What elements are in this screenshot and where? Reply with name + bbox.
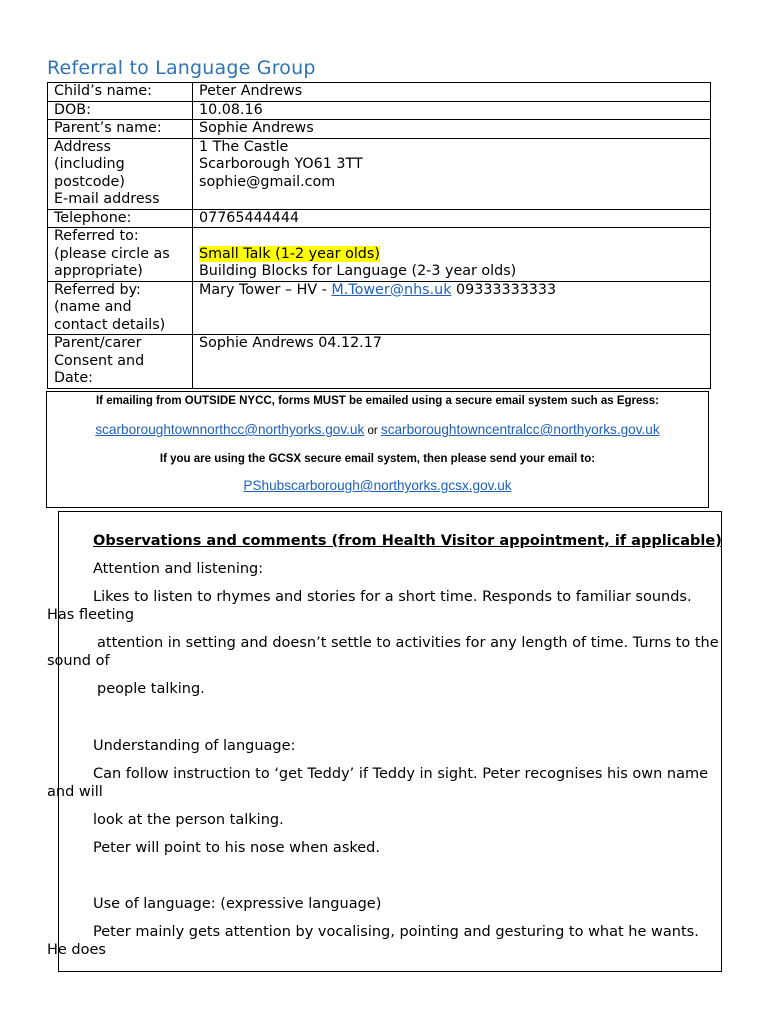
referred-by-label-line: contact details) (54, 316, 166, 333)
parent-name-label: Parent’s name: (48, 120, 193, 139)
address-value (193, 138, 711, 209)
understanding-text: Peter will point to his nose when asked. (93, 840, 380, 856)
table-row (48, 138, 711, 209)
table-row (48, 83, 711, 102)
address-label-line: Address (54, 138, 111, 155)
dob-label: DOB: (48, 101, 193, 120)
consent-label (48, 335, 193, 389)
understanding-heading: Understanding of language: (93, 738, 296, 754)
observations-heading: Observations and comments (from Health Visitor appointment, if applicable) (93, 533, 722, 549)
gcsx-email-link[interactable]: PShubscarborough@northyorks.gcsx.gov.uk (243, 478, 512, 493)
address-label (48, 138, 193, 209)
blank-line (199, 228, 704, 246)
referred-by-label-line: Referred by: (54, 281, 141, 298)
referred-to-label-line: Referred to: (54, 228, 139, 244)
small-talk-highlight: Small Talk (1-2 year olds) (199, 245, 380, 262)
address-label-line: postcode) (54, 173, 125, 190)
referred-to-label (48, 228, 193, 282)
address-label-line: (including (54, 156, 125, 172)
email-value: sophie@gmail.com (199, 173, 336, 190)
table-row (48, 120, 711, 139)
central-cc-email-link[interactable]: scarboroughtowncentralcc@northyorks.gov.uk (380, 422, 660, 437)
table-row (48, 281, 711, 335)
email-address-label: E-mail address (54, 191, 160, 207)
observations-section (47, 532, 723, 959)
secure-email-links (47, 422, 708, 437)
consent-label-line: Date: (54, 370, 93, 386)
option-building-blocks: Building Blocks for Language (2-3 year olds) (199, 263, 517, 279)
understanding-text: Can follow instruction to ‘get Teddy’ if Teddy in sight. Peter recognises his own name and will (47, 766, 709, 800)
consent-value: Sophie Andrews 04.12.17 (193, 335, 711, 389)
referred-to-label-line: (please circle as (54, 245, 170, 262)
parent-name-value: Sophie Andrews (193, 120, 711, 139)
referrer-email-link[interactable]: M.Tower@nhs.uk (331, 281, 452, 298)
gcsx-email-line (47, 478, 708, 493)
use-of-language-heading: Use of language: (expressive language) (93, 896, 382, 912)
attention-text: Likes to listen to rhymes and stories for a short time. Responds to familiar sounds. Has fleeting (47, 589, 692, 623)
telephone-value: 07765444444 (193, 209, 711, 228)
child-name-label: Child’s name: (48, 83, 193, 102)
understanding-text: look at the person talking. (93, 812, 284, 828)
table-row (48, 209, 711, 228)
referred-by-label (48, 281, 193, 335)
referred-to-value (193, 228, 711, 282)
child-name-value: Peter Andrews (193, 83, 711, 102)
north-cc-email-link[interactable]: scarboroughtownnorthcc@northyorks.gov.uk (95, 422, 365, 437)
attention-text: attention in setting and doesn’t settle to activities for any length of time. Turns to the sound of (47, 635, 719, 669)
referred-by-label-line: (name and (54, 299, 132, 315)
referral-form-table (47, 82, 711, 389)
table-row (48, 335, 711, 389)
page-title: Referral to Language Group (47, 57, 316, 79)
use-of-language-text: Peter mainly gets attention by vocalising, pointing and gesturing to what he wants. He does (47, 924, 699, 958)
telephone-label: Telephone: (48, 209, 193, 228)
secure-email-box (46, 391, 709, 508)
referrer-phone: 09333333333 (451, 281, 557, 298)
gcsx-note: If you are using the GCSX secure email system, then please send your email to: (159, 453, 596, 465)
referred-to-label-line: appropriate) (54, 263, 143, 279)
table-row (48, 101, 711, 120)
address-line: 1 The Castle (199, 138, 289, 155)
secure-email-warning: If emailing from OUTSIDE NYCC, forms MUST be emailed using a secure email system such as Egress: (95, 395, 660, 407)
address-line: Scarborough YO61 3TT (199, 156, 363, 172)
dob-value: 10.08.16 (193, 101, 711, 120)
table-row (48, 228, 711, 282)
attention-text: people talking. (97, 681, 205, 697)
referred-by-value (193, 281, 711, 335)
or-text: or (364, 425, 381, 437)
attention-heading: Attention and listening: (93, 561, 264, 577)
consent-label-line: Consent and (54, 352, 145, 369)
referrer-name: Mary Tower – HV - (199, 281, 332, 298)
option-small-talk (199, 246, 704, 264)
consent-label-line: Parent/carer (54, 335, 142, 351)
